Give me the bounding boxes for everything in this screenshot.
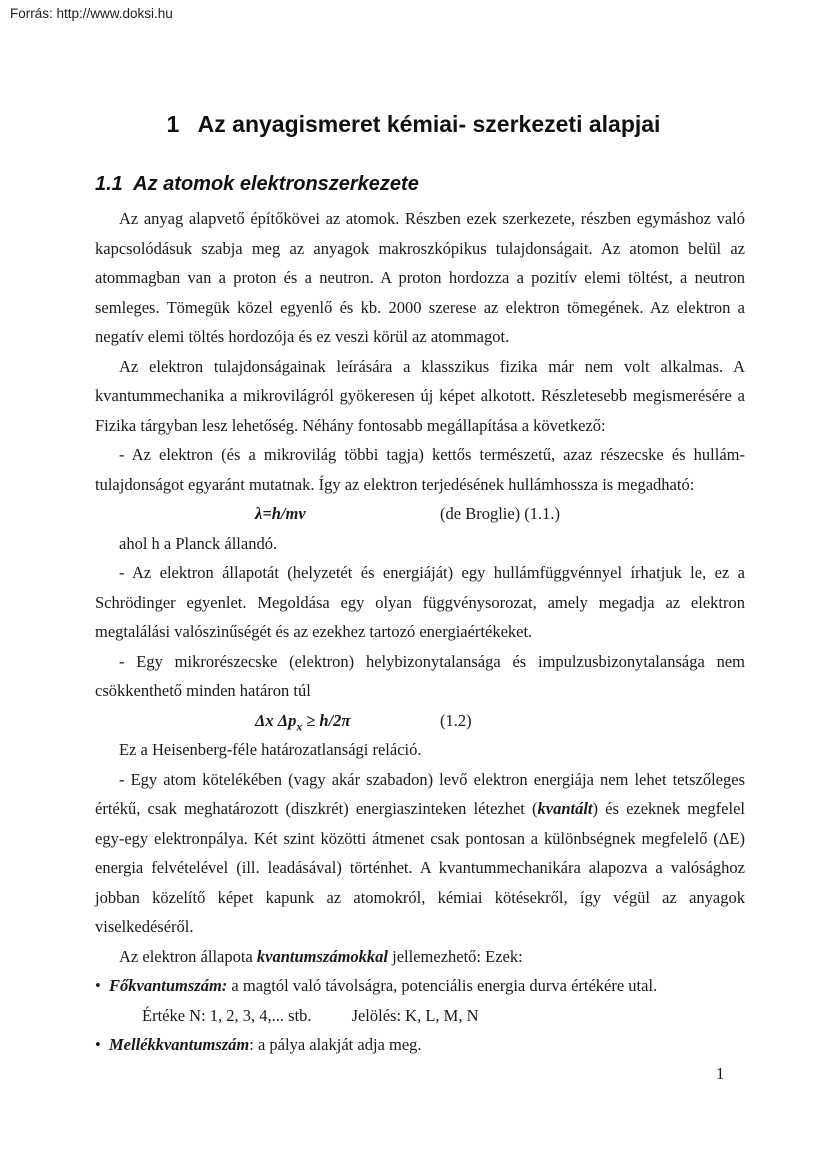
text-segment: x xyxy=(296,720,303,733)
bullet-fokvantumszam xyxy=(95,971,745,1001)
source-header: Forrás: http://www.doksi.hu xyxy=(10,6,173,21)
values-notation-line xyxy=(95,1001,745,1031)
text-segment: Δx Δp xyxy=(255,710,297,730)
page-number: 1 xyxy=(716,1064,725,1083)
text-segment: - Egy atom kötelékében (vagy akár szabadon) levő elektron energiája nem lehet tetszőleges értékű, csak meghatározott (diszkrét) energiaszinteken létezhet ( xyxy=(95,769,745,818)
formula-de-broglie xyxy=(95,499,745,529)
text-segment: a magtól való távolságra, potenciális energia durva értékére utal. xyxy=(227,976,658,995)
bullet-icon: • xyxy=(95,976,101,995)
body-paragraph-1 xyxy=(95,204,745,352)
text-segment: jellemezhető: Ezek: xyxy=(388,946,523,966)
page-title: 1 Az anyagismeret kémiai- szerkezeti alapjai xyxy=(166,111,661,137)
body-paragraph-2 xyxy=(95,352,745,441)
formula-expression xyxy=(255,706,350,743)
text-segment: - Az elektron állapotát (helyzetét és energiáját) egy hullámfüggvénnyel írhatjuk le, ez a Schrödinger egyenlet. Megoldása egy olyan függvénysorozat, amely megadja az elektron megtalálási valószinűségét és az ezekhez tartozó energiaértékeket. xyxy=(95,563,745,641)
text-segment: Főkvantumszám: xyxy=(109,976,228,995)
text-segment: Ez a Heisenberg-féle határozatlansági reláció. xyxy=(119,740,422,759)
body-paragraph-6 xyxy=(95,765,745,942)
text-segment: : a pálya alakját adja meg. xyxy=(249,1035,422,1054)
text-segment: - Egy mikrorészecske (elektron) helybizonytalansága és impulzusbizonytalansága nem csökkenthető minden határon túl xyxy=(95,651,745,700)
text-segment: kvantált xyxy=(537,799,593,818)
text-segment: Az elektron tulajdonságainak leírására a klasszikus fizika már nem volt alkalmas. A kvantummechanika a mikrovilágról gyökeresen új képet alkotott. Részletesebb megismerésére a Fizika tárgyban lesz lehetőség. Néhány fontosabb megállapítása a következő: xyxy=(95,356,745,435)
formula-heisenberg xyxy=(95,706,745,736)
body-paragraph-4 xyxy=(95,558,745,647)
notation-text: Jelölés: K, L, M, N xyxy=(351,1005,479,1025)
heisenberg-note-line xyxy=(95,735,745,765)
document-body xyxy=(95,204,745,1060)
text-segment: Mellékkvantumszám xyxy=(109,1035,250,1054)
bullet-mellekkvantumszam xyxy=(95,1030,745,1060)
formula-reference: (1.2) xyxy=(440,710,472,730)
text-segment: Az elektron állapota xyxy=(119,946,257,966)
text-segment: ≥ h/2π xyxy=(302,710,351,730)
body-paragraph-5 xyxy=(95,647,745,706)
text-segment: Az anyag alapvető építőkövei az atomok. Részben ezek szerkezete, részben egymáshoz való kapcsolódásuk szabja meg az anyagok makroszkópikus tulajdonságait. Az atomon belül az atommagban van a proton és a neutron. A proton hordozza a pozitív elemi töltést, a neutron semleges. Tömegük közel egyenlő és kb. 2000 szerese az elektron tömegének. Az elektron a negatív elemi töltés hordozója és ez veszi körül az atommagot. xyxy=(95,209,745,346)
values-text: Értéke N: 1, 2, 3, 4,... stb. xyxy=(142,1005,312,1025)
text-segment: λ=h/mv xyxy=(255,504,306,523)
formula-reference: (de Broglie) (1.1.) xyxy=(440,504,561,523)
bullet-icon: • xyxy=(95,1035,101,1054)
text-segment: - Az elektron (és a mikrovilág többi tagja) kettős természetű, azaz részecske és hullám-tulajdonságot egyaránt mutatnak. Így az elektron terjedésének hullámhossza is megadható: xyxy=(95,445,745,494)
body-paragraph-3 xyxy=(95,440,745,499)
section-heading: 1.1 Az atomok elektronszerkezete xyxy=(95,173,419,195)
text-segment: ahol h a Planck állandó. xyxy=(119,533,278,553)
text-segment: kvantumszámokkal xyxy=(256,946,389,966)
text-segment: ) és ezeknek megfelel egy-egy elektronpálya. Két szint közötti átmenet csak pontosan a különbségnek megfelelő (ΔE) energia felvételével (ill. leadásával) történhet. A kvantummechanikára alapozva a valósághoz jobban közelítő képet kapunk az atomokról, kémiai kötésekről, így végül az anyagok viselkedéséről. xyxy=(95,799,745,936)
planck-note-line xyxy=(95,529,745,559)
quantum-numbers-intro-line xyxy=(95,942,745,972)
formula-expression xyxy=(255,499,306,529)
